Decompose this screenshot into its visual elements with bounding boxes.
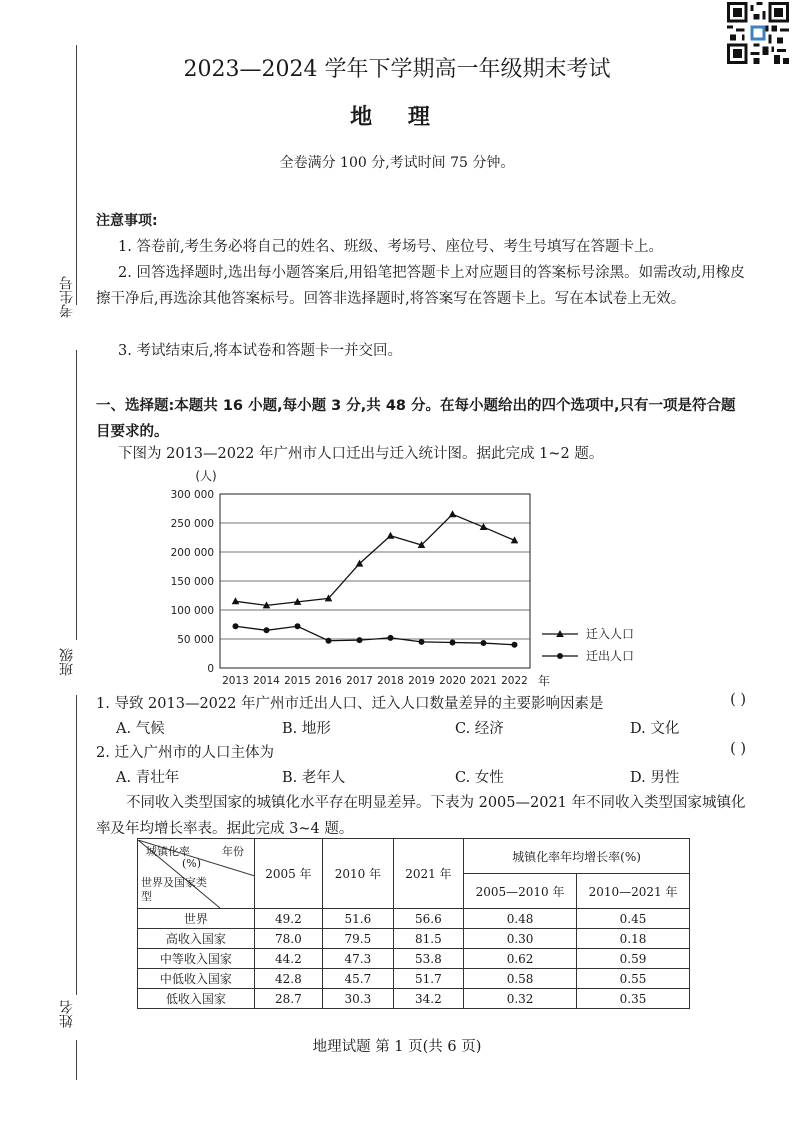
cell-value: 0.35	[577, 989, 690, 1009]
page-footer: 地理试题 第 1 页(共 6 页)	[312, 1039, 482, 1055]
cell-value: 30.3	[323, 989, 393, 1009]
row-label: 世界	[138, 909, 255, 929]
header-growth-rate: 城镇化率年均增长率(%)	[464, 839, 690, 874]
header-growth-2010-2021: 2010—2021 年	[577, 874, 690, 909]
data-point	[326, 638, 332, 644]
x-tick-label: 2015	[284, 675, 311, 687]
x-axis-label: 年	[537, 674, 551, 688]
question-1-option-a: A. 气候	[116, 721, 165, 737]
data-point	[481, 640, 487, 646]
legend-label: 迁出人口	[586, 649, 635, 663]
cell-value: 79.5	[323, 929, 393, 949]
cell-value: 0.59	[577, 949, 690, 969]
question-2-option-b: B. 老年人	[282, 770, 346, 786]
question-2-option-c: C. 女性	[455, 770, 504, 786]
row-label: 低收入国家	[138, 989, 255, 1009]
exam-meta: 全卷满分 100 分,考试时间 75 分钟。	[279, 155, 515, 171]
notice-heading: 注意事项:	[96, 213, 158, 229]
notice-item-2: 2. 回答选择题时,选出每小题答案后,用铅笔把答题卡上对应题目的答案标号涂黑。如需改动,用橡皮擦干净后,再选涂其他答案标号。回答非选择题时,将答案写在答题卡上。写在本试卷上无效。	[96, 265, 745, 307]
cell-value: 47.3	[323, 949, 393, 969]
legend-marker	[557, 653, 563, 659]
exam-subject: 地 理	[350, 104, 444, 130]
cell-value: 0.55	[577, 969, 690, 989]
corner-rate-label: 城镇化率	[146, 844, 190, 858]
question-2-stem: 2. 迁入广州市的人口主体为	[96, 745, 274, 761]
x-tick-label: 2021	[470, 675, 497, 687]
question-1-option-c: C. 经济	[455, 721, 504, 737]
table-row	[138, 989, 690, 1009]
question-2-option-a: A. 青壮年	[116, 770, 180, 786]
y-tick-label: 150 000	[170, 576, 214, 588]
header-2021: 2021 年	[393, 839, 463, 909]
data-point	[449, 510, 457, 517]
question-1-answer-blank: ( )	[730, 692, 746, 708]
data-point	[512, 642, 518, 648]
y-tick-label: 250 000	[170, 518, 214, 530]
corner-year-label: 年份	[222, 844, 244, 858]
cell-value: 0.58	[464, 969, 577, 989]
cell-value: 42.8	[254, 969, 323, 989]
cell-value: 56.6	[393, 909, 463, 929]
data-point	[387, 532, 395, 539]
cell-value: 45.7	[323, 969, 393, 989]
y-tick-label: 300 000	[170, 489, 214, 501]
header-2005: 2005 年	[254, 839, 323, 909]
table-intro: 不同收入类型国家的城镇化水平存在明显差异。下表为 2005—2021 年不同收入类型国家城镇化率及年均增长率表。据此完成 3~4 题。	[96, 795, 746, 837]
class-label: 班级	[59, 648, 75, 676]
cell-value: 51.7	[393, 969, 463, 989]
binding-line	[76, 695, 77, 995]
corner-unit-label: (%)	[182, 856, 202, 870]
x-tick-label: 2018	[377, 675, 404, 687]
question-1-stem: 1. 导致 2013—2022 年广州市迁出人口、迁入人口数量差异的主要影响因素是	[96, 696, 604, 712]
header-growth-2005-2010: 2005—2010 年	[464, 874, 577, 909]
y-tick-label: 0	[207, 663, 214, 675]
notice-item-3: 3. 考试结束后,将本试卷和答题卡一并交回。	[118, 343, 403, 359]
urbanization-table	[137, 838, 690, 1009]
data-point	[388, 635, 394, 641]
y-axis-label: (人)	[195, 469, 217, 483]
section-heading: 一、选择题:本题共 16 小题,每小题 3 分,共 48 分。在每小题给出的四个选项中,只有一项是符合题目要求的。	[96, 398, 736, 440]
cell-value: 44.2	[254, 949, 323, 969]
data-point	[419, 639, 425, 645]
row-label: 中低收入国家	[138, 969, 255, 989]
legend-label: 迁入人口	[586, 627, 635, 641]
y-tick-label: 50 000	[177, 634, 214, 646]
question-2-answer-blank: ( )	[730, 741, 746, 757]
cell-value: 0.18	[577, 929, 690, 949]
examinee-number-label: 考生号	[59, 276, 75, 318]
exam-title: 2023—2024 学年下学期高一年级期末考试	[183, 57, 611, 82]
data-point	[232, 597, 240, 604]
x-tick-label: 2020	[439, 675, 466, 687]
row-label: 高收入国家	[138, 929, 255, 949]
corner-country-type-label: 世界及国家类型	[141, 875, 207, 903]
x-tick-label: 2019	[408, 675, 435, 687]
x-tick-label: 2016	[315, 675, 342, 687]
cell-value: 28.7	[254, 989, 323, 1009]
name-label: 姓名	[59, 1000, 75, 1028]
chart-intro: 下图为 2013—2022 年广州市人口迁出与迁入统计图。据此完成 1~2 题。	[118, 446, 604, 462]
cell-value: 0.30	[464, 929, 577, 949]
cell-value: 49.2	[254, 909, 323, 929]
question-2-option-d: D. 男性	[630, 770, 680, 786]
table-corner-cell	[138, 839, 255, 909]
series-line-0	[236, 514, 515, 605]
binding-line	[76, 350, 77, 640]
x-tick-label: 2022	[501, 675, 528, 687]
table-row	[138, 929, 690, 949]
table-row	[138, 949, 690, 969]
data-point	[264, 627, 270, 633]
question-1-option-b: B. 地形	[282, 721, 331, 737]
data-point	[357, 637, 363, 643]
cell-value: 0.45	[577, 909, 690, 929]
question-1-option-d: D. 文化	[630, 721, 680, 737]
data-point	[295, 623, 301, 629]
x-tick-label: 2013	[222, 675, 249, 687]
data-point	[450, 639, 456, 645]
table-row	[138, 909, 690, 929]
x-tick-label: 2017	[346, 675, 373, 687]
cell-value: 81.5	[393, 929, 463, 949]
table-row	[138, 969, 690, 989]
cell-value: 78.0	[254, 929, 323, 949]
binding-line	[76, 45, 77, 305]
cell-value: 0.62	[464, 949, 577, 969]
series-line-1	[236, 626, 515, 645]
cell-value: 34.2	[393, 989, 463, 1009]
y-tick-label: 100 000	[170, 605, 214, 617]
population-migration-chart	[150, 462, 670, 692]
cell-value: 53.8	[393, 949, 463, 969]
y-tick-label: 200 000	[170, 547, 214, 559]
row-label: 中等收入国家	[138, 949, 255, 969]
x-tick-label: 2014	[253, 675, 280, 687]
cell-value: 0.32	[464, 989, 577, 1009]
cell-value: 51.6	[323, 909, 393, 929]
cell-value: 0.48	[464, 909, 577, 929]
notice-item-1: 1. 答卷前,考生务必将自己的姓名、班级、考场号、座位号、考生号填写在答题卡上。	[118, 239, 664, 255]
header-2010: 2010 年	[323, 839, 393, 909]
data-point	[233, 623, 239, 629]
